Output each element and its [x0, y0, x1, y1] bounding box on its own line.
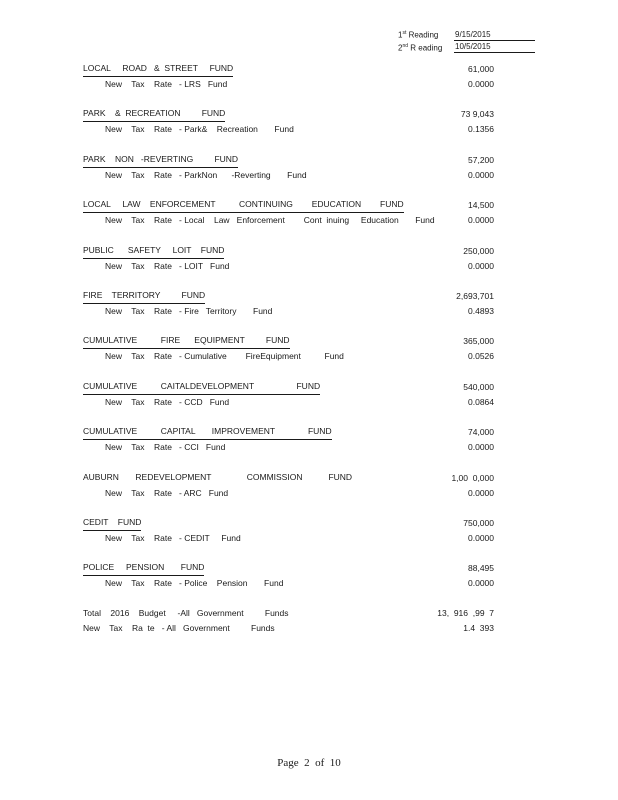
- fund-amount: 73 9,043: [460, 109, 494, 120]
- fund-section: [83, 198, 503, 228]
- totals-section: [83, 605, 503, 635]
- fund-section: [83, 471, 503, 501]
- tax-rate-value: 0.0000: [468, 260, 494, 271]
- fund-section: [83, 425, 503, 455]
- fund-section: [83, 62, 503, 92]
- tax-rate-row: [83, 349, 503, 364]
- total-budget-row: [83, 605, 503, 620]
- fund-amount: 88,495: [468, 563, 494, 574]
- tax-rate-row: [83, 576, 503, 591]
- fund-section: [83, 334, 503, 364]
- fund-title-row: [83, 471, 503, 486]
- fund-section: [83, 561, 503, 591]
- fund-title: PARK NON -REVERTING FUND: [83, 153, 238, 168]
- fund-section: [83, 289, 503, 319]
- tax-rate-label: New Tax Rate - CCD Fund: [105, 396, 230, 407]
- tax-rate-label: New Tax Rate - Local Law Enforcement Cont inuing Education Fund: [105, 215, 435, 226]
- fund-amount: 2,693,701: [456, 291, 494, 301]
- tax-rate-value: 0.0526: [468, 351, 494, 362]
- fund-title-row: [83, 244, 503, 259]
- fund-amount: 750,000: [463, 518, 494, 528]
- fund-title: FIRE TERRITORY FUND: [83, 289, 205, 304]
- tax-rate-value: 0.0000: [468, 79, 494, 89]
- tax-rate-value: 0.0000: [468, 487, 494, 498]
- first-reading-label: 1st Reading: [398, 30, 439, 40]
- fund-title-row: [83, 153, 503, 168]
- fund-amount: 57,200: [468, 154, 494, 165]
- tax-rate-row: [83, 440, 503, 455]
- first-reading-row: [398, 28, 538, 41]
- fund-title-row: [83, 380, 503, 395]
- tax-rate-row: [83, 486, 503, 501]
- fund-title-row: [83, 425, 503, 440]
- fund-title: LOCAL LAW ENFORCEMENT CONTINUING EDUCATION FUND: [83, 198, 404, 213]
- fund-title-row: [83, 561, 503, 576]
- tax-rate-label: New Tax Rate - LOIT Fund: [105, 260, 230, 271]
- tax-rate-label: New Tax Rate - ParkNon -Reverting Fund: [105, 169, 307, 180]
- tax-rate-value: 0.0864: [468, 396, 494, 407]
- tax-rate-row: [83, 395, 503, 410]
- fund-amount: 14,500: [468, 200, 494, 211]
- first-reading-date: 9/15/2015: [454, 30, 535, 41]
- second-reading-row: [398, 41, 538, 54]
- page-number: Page 2 of 10: [277, 757, 341, 769]
- tax-rate-value: 0.0000: [468, 169, 494, 180]
- second-reading-label: 2nd R eading: [398, 42, 443, 53]
- tax-rate-value: 0.0000: [468, 533, 494, 543]
- tax-rate-row: [83, 77, 503, 92]
- fund-section: [83, 380, 503, 410]
- tax-rate-label: New Tax Rate - LRS Fund: [105, 79, 228, 89]
- reading-dates: [398, 28, 538, 53]
- tax-rate-row: [83, 122, 503, 137]
- fund-title-row: [83, 107, 503, 122]
- tax-rate-value: 0.0000: [468, 442, 494, 453]
- tax-rate-value: 0.0000: [468, 578, 494, 589]
- fund-title-row: [83, 198, 503, 213]
- tax-rate-label: New Tax Rate - ARC Fund: [105, 487, 229, 498]
- fund-title: POLICE PENSION FUND: [83, 561, 204, 576]
- fund-title: AUBURN REDEVELOPMENT COMMISSION FUND: [83, 471, 353, 482]
- fund-amount: 1,00 0,000: [451, 472, 494, 483]
- total-rate-row: [83, 620, 503, 635]
- fund-amount: 61,000: [468, 64, 494, 74]
- tax-rate-label: New Tax Rate - Police Pension Fund: [105, 578, 284, 589]
- tax-rate-row: [83, 531, 503, 546]
- fund-section: [83, 107, 503, 137]
- tax-rate-value: 0.4893: [468, 306, 494, 316]
- fund-amount: 74,000: [468, 427, 494, 438]
- tax-rate-row: [83, 259, 503, 274]
- fund-title-row: [83, 334, 503, 349]
- tax-rate-label: New Tax Rate - Fire Territory Fund: [105, 306, 273, 316]
- tax-rate-row: [83, 304, 503, 319]
- fund-title: CEDIT FUND: [83, 516, 141, 531]
- tax-rate-label: New Tax Rate - CCI Fund: [105, 442, 226, 453]
- fund-section: [83, 516, 503, 546]
- fund-title: LOCAL ROAD & STREET FUND: [83, 62, 233, 77]
- total-rate-value: 1.4 393: [463, 623, 494, 633]
- tax-rate-value: 0.0000: [468, 215, 494, 226]
- fund-title: PUBLIC SAFETY LOIT FUND: [83, 244, 224, 259]
- fund-section: [83, 244, 503, 274]
- tax-rate-label: New Tax Rate - CEDIT Fund: [105, 533, 241, 543]
- tax-rate-row: [83, 168, 503, 183]
- fund-amount: 250,000: [463, 245, 494, 256]
- total-budget-label: Total 2016 Budget -All Government Funds: [83, 608, 289, 618]
- tax-rate-value: 0.1356: [468, 124, 494, 135]
- fund-title: PARK & RECREATION FUND: [83, 107, 225, 122]
- fund-title: CUMULATIVE CAPITAL IMPROVEMENT FUND: [83, 425, 332, 440]
- fund-title-row: [83, 62, 503, 77]
- tax-rate-label: New Tax Rate - Cumulative FireEquipment Fund: [105, 351, 344, 362]
- fund-title: CUMULATIVE FIRE EQUIPMENT FUND: [83, 334, 290, 349]
- fund-title-row: [83, 289, 503, 304]
- tax-rate-label: New Tax Rate - Park& Recreation Fund: [105, 124, 294, 135]
- fund-title-row: [83, 516, 503, 531]
- second-reading-date: 10/5/2015: [454, 42, 535, 53]
- fund-section: [83, 153, 503, 183]
- fund-amount: 540,000: [463, 381, 494, 392]
- fund-title: CUMULATIVE CAITALDEVELOPMENT FUND: [83, 380, 320, 395]
- total-rate-label: New Tax Ra te - All Government Funds: [83, 623, 275, 633]
- fund-amount: 365,000: [463, 336, 494, 347]
- tax-rate-row: [83, 213, 503, 228]
- total-budget-value: 13, 916 ,99 7: [437, 608, 494, 618]
